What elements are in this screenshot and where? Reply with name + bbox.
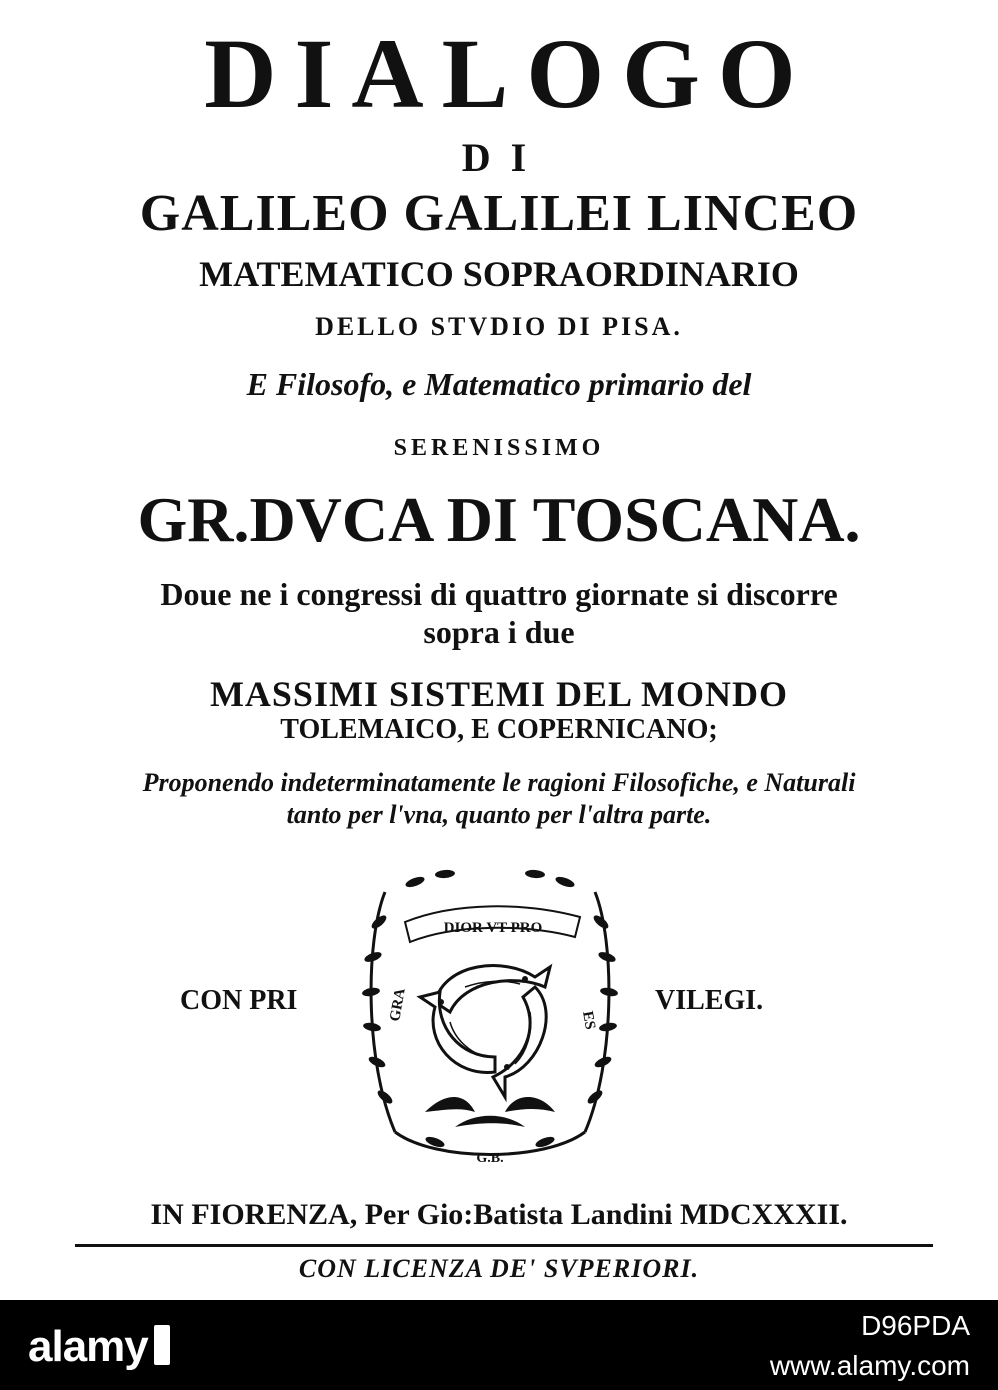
- title-di: DI: [461, 135, 547, 180]
- alamy-logo-mark-icon: [154, 1325, 170, 1365]
- patron-honorific: SERENISSIMO: [393, 435, 605, 461]
- emblem-initials: G.B.: [476, 1151, 504, 1166]
- horizontal-rule: [75, 1244, 933, 1247]
- emblem-banner-text: DIOR VT PRO: [443, 920, 543, 936]
- emblem-right-text: ES: [579, 1009, 599, 1031]
- printer-mark-fish-emblem-icon: [355, 862, 625, 1182]
- author-university: DELLO STVDIO DI PISA.: [315, 312, 683, 341]
- subtitle-line-1: Doue ne i congressi di quattro giornate si discorre: [160, 576, 838, 612]
- proposing-line-2: tanto per l'vna, quanto per l'altra parte.: [286, 800, 712, 829]
- watermark-url[interactable]: www.alamy.com: [769, 1350, 970, 1381]
- author-position: E Filosofo, e Matematico primario del: [246, 366, 752, 402]
- license-line: CON LICENZA DE' SVPERIORI.: [298, 1254, 700, 1283]
- alamy-logo[interactable]: [28, 1322, 170, 1372]
- patron-title: GR.DVCA DI TOSCANA.: [137, 484, 861, 555]
- subtitle-line-2: sopra i due: [423, 614, 575, 650]
- imprint-line: IN FIORENZA, Per Gio:Batista Landini MDCXXXII.: [150, 1198, 848, 1231]
- systems-line-2: TOLEMAICO, E COPERNICANO;: [280, 714, 718, 745]
- image-id: D96PDA: [861, 1310, 970, 1341]
- privilege-right: VILEGI.: [655, 985, 764, 1016]
- author-name: GALILEO GALILEI LINCEO: [139, 185, 859, 242]
- book-title: DIALOGO: [204, 18, 814, 129]
- stock-watermark-band: [0, 1300, 998, 1390]
- author-role: MATEMATICO SOPRAORDINARIO: [199, 254, 799, 294]
- alamy-logo-text: alamy: [28, 1322, 148, 1371]
- proposing-line-1: Proponendo indeterminatamente le ragioni Filosofiche, e Naturali: [142, 768, 856, 797]
- systems-line-1: MASSIMI SISTEMI DEL MONDO: [209, 674, 789, 714]
- emblem-left-text: GRA: [387, 987, 409, 1023]
- privilege-left: CON PRI: [180, 985, 298, 1016]
